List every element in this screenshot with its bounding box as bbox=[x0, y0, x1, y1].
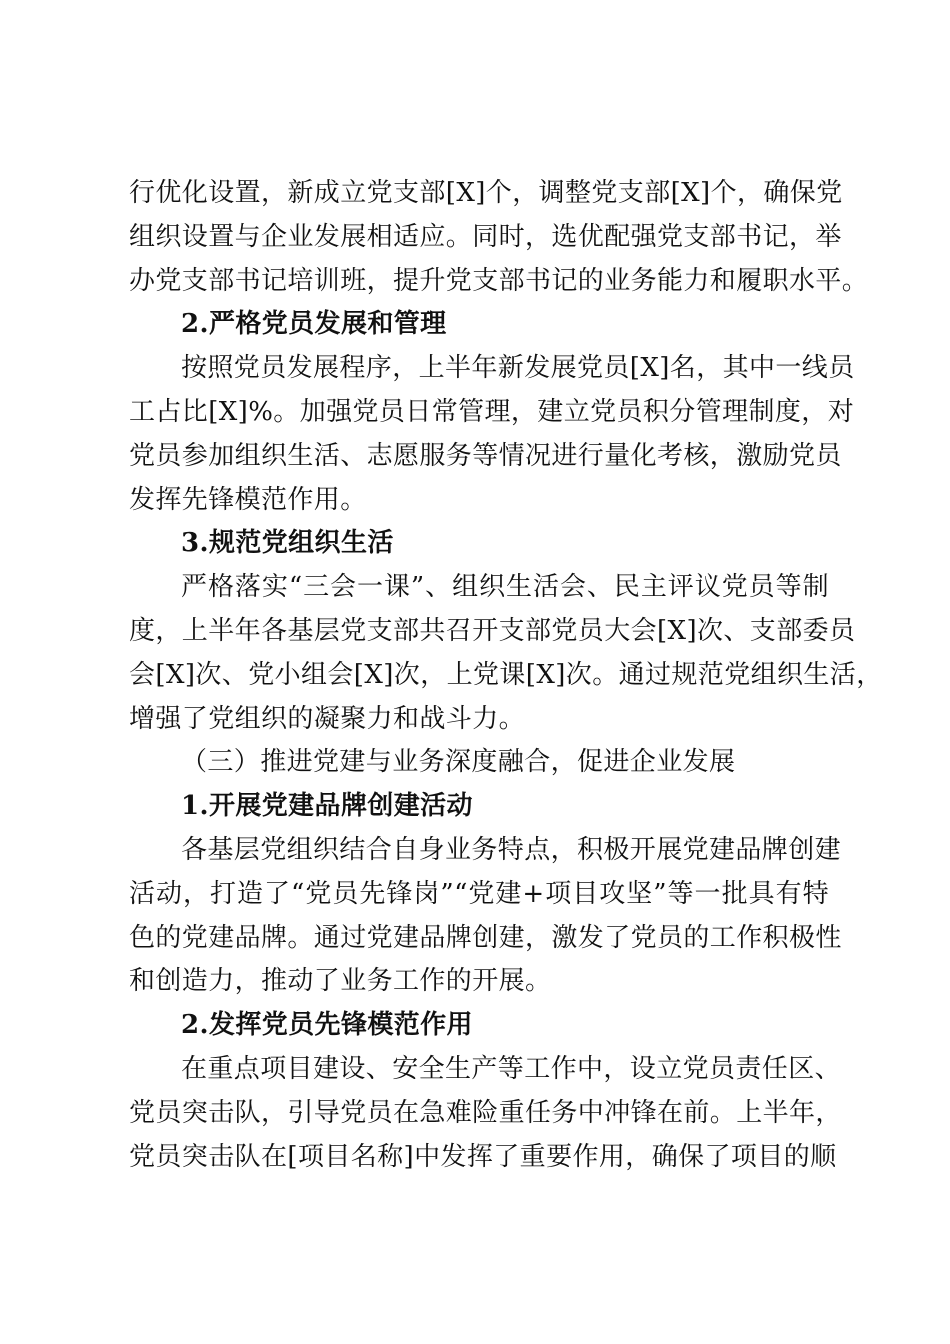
subsection-heading: （三）推进党建与业务深度融合，促进企业发展 bbox=[181, 747, 736, 778]
paragraph-line: 组织设置与企业发展相适应。同时，选优配强党支部书记，举 bbox=[129, 221, 842, 252]
paragraph-line: 党员参加组织生活、志愿服务等情况进行量化考核，激励党员 bbox=[129, 440, 842, 471]
paragraph-line: 按照党员发展程序，上半年新发展党员[X]名，其中一线员 bbox=[181, 353, 855, 384]
paragraph-line: 在重点项目建设、安全生产等工作中，设立党员责任区、 bbox=[181, 1053, 842, 1084]
section-heading: 2.严格党员发展和管理 bbox=[181, 309, 447, 340]
section-heading: 3.规范党组织生活 bbox=[181, 528, 394, 559]
section-heading: 1.开展党建品牌创建活动 bbox=[181, 791, 473, 822]
paragraph-line: 行优化设置，新成立党支部[X]个，调整党支部[X]个，确保党 bbox=[129, 178, 843, 208]
paragraph-line: 增强了党组织的凝聚力和战斗力。 bbox=[129, 703, 526, 734]
document-body bbox=[129, 172, 883, 1179]
paragraph-line: 和创造力，推动了业务工作的开展。 bbox=[129, 966, 552, 997]
paragraph-line: 活动，打造了“党员先锋岗”“党建+项目攻坚”等一批具有特 bbox=[129, 878, 829, 909]
paragraph-line: 办党支部书记培训班，提升党支部书记的业务能力和履职水平。 bbox=[129, 265, 869, 296]
paragraph-line: 工占比[X]%。加强党员日常管理，建立党员积分管理制度，对 bbox=[129, 396, 855, 427]
paragraph-line: 各基层党组织结合自身业务特点，积极开展党建品牌创建 bbox=[181, 834, 842, 865]
paragraph-line: 党员突击队在[项目名称]中发挥了重要作用，确保了项目的顺 bbox=[129, 1141, 837, 1172]
paragraph-line: 党员突击队，引导党员在急难险重任务中冲锋在前。上半年， bbox=[129, 1097, 842, 1128]
paragraph-line: 度，上半年各基层党支部共召开支部党员大会[X]次、支部委员 bbox=[129, 615, 856, 646]
paragraph-line: 会[X]次、党小组会[X]次，上党课[X]次。通过规范党组织生活， bbox=[129, 659, 883, 690]
paragraph-line: 色的党建品牌。通过党建品牌创建，激发了党员的工作积极性 bbox=[129, 922, 842, 953]
paragraph-line: 严格落实“三会一课”、组织生活会、民主评议党员等制 bbox=[181, 572, 829, 603]
section-heading: 2.发挥党员先锋模范作用 bbox=[181, 1010, 473, 1041]
paragraph-line: 发挥先锋模范作用。 bbox=[129, 484, 367, 515]
